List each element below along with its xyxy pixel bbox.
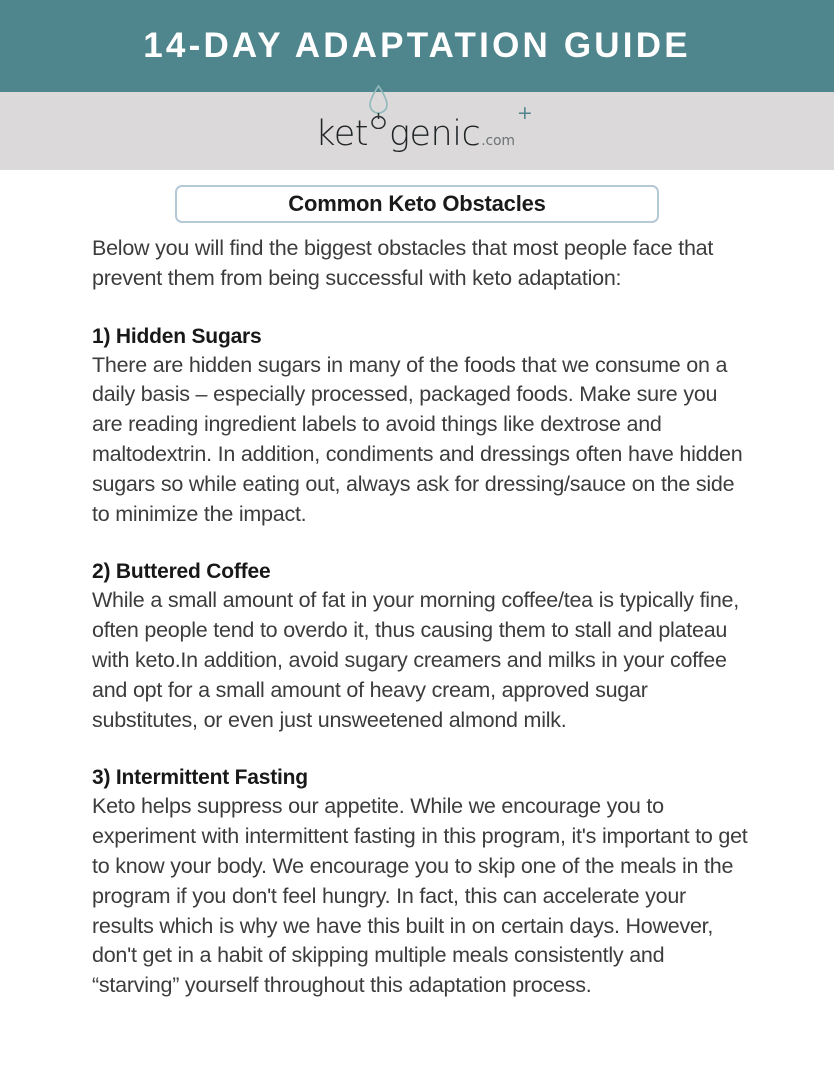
document-body [0,185,834,1001]
obstacle-heading-2: 2) Buttered Coffee [92,560,271,584]
document-header-band [0,0,834,92]
spacer [92,529,748,557]
obstacle-heading-3: 3) Intermittent Fasting [92,766,308,790]
logo-dotcom: .com [481,133,515,149]
page-title: 14-DAY ADAPTATION GUIDE [143,25,691,65]
ketogenic-logo [315,102,533,154]
obstacle-heading-1: 1) Hidden Sugars [92,324,262,348]
spacer [92,294,748,322]
obstacle-body-2: While a small amount of fat in your morning coffee/tea is typically fine, often people tend to overdo it, thus causing them to stall and plateau with keto.In addition, avoid sugary creamers and milks in your coffee and opt for a small amount of heavy cream, approved sugar substitutes, or even just unsweetened almond milk. [92,588,739,732]
document-content [0,234,834,1001]
obstacle-item-1 [92,322,748,530]
obstacle-body-1: There are hidden sugars in many of the foods that we consume on a daily basis – especially processed, packaged foods. Make sure you are reading ingredient labels to avoid things like dextrose and maltodextrin. In addition, condiments and dressings often have hidden sugars so while eating out, always ask for dressing/sauce on the side to minimize the impact. [92,352,743,526]
logo-text-suffix: genic [389,114,481,154]
logo-text-prefix: ket [315,114,369,154]
spacer [92,735,748,763]
obstacle-item-2 [92,557,748,735]
brand-logo-band [0,92,834,170]
logo-plus-icon: + [516,102,533,124]
intro-paragraph: Below you will find the biggest obstacles that most people face that prevent them from being successful with keto adaptation: [92,236,714,290]
obstacle-item-3 [92,763,748,1001]
water-droplet-icon [368,110,389,145]
section-title: Common Keto Obstacles [288,191,546,216]
section-title-box [175,185,659,223]
obstacle-body-3: Keto helps suppress our appetite. While we encourage you to experiment with intermittent fasting in this program, it's important to get to know your body. We encourage you to skip one of the meals in the program if you don't feel hungry. In fact, this can accelerate your results which is why we have this built in on certain days. However, don't get in a habit of skipping multiple meals consistently and “starving” yourself throughout this adaptation process. [92,794,748,998]
